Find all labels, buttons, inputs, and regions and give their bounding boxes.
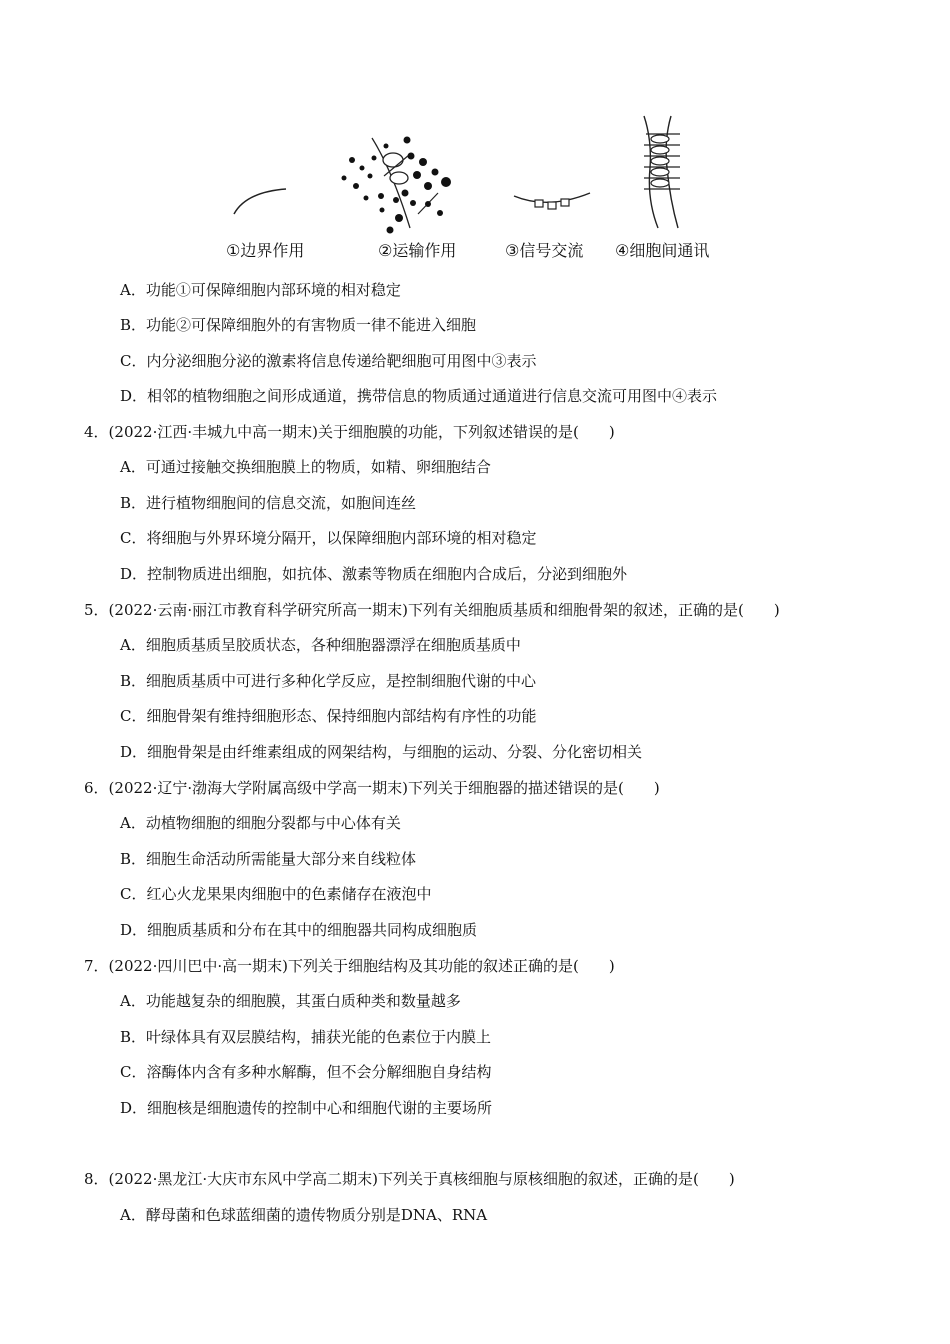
question-5-option-b: B．细胞质基质中可进行多种化学反应，是控制细胞代谢的中心: [120, 672, 537, 690]
question-4-stem: 4．(2022·江西·丰城九中高一期末)关于细胞膜的功能，下列叙述错误的是( ): [84, 423, 615, 441]
question-5-option-c: C．细胞骨架有维持细胞形态、保持细胞内部结构有序性的功能: [120, 707, 537, 725]
question-8-option-a: A．酵母菌和色球蓝细菌的遗传物质分别是DNA、RNA: [120, 1206, 488, 1224]
question-7-option-c: C．溶酶体内含有多种水解酶，但不会分解细胞自身结构: [120, 1063, 492, 1081]
question-6-option-a: A．动植物细胞的细胞分裂都与中心体有关: [120, 814, 401, 832]
question-8-stem: 8．(2022·黑龙江·大庆市东风中学高二期末)下列关于真核细胞与原核细胞的叙述，正确的是( ): [84, 1170, 735, 1188]
question-4-option-d: D．控制物质进出细胞，如抗体、激素等物质在细胞内合成后，分泌到细胞外: [120, 565, 628, 583]
figure-label-transport: ②运输作用: [378, 241, 457, 260]
question-7-option-d: D．细胞核是细胞遗传的控制中心和细胞代谢的主要场所: [120, 1099, 493, 1117]
question-4-option-b: B．进行植物细胞间的信息交流，如胞间连丝: [120, 494, 417, 512]
question-7-stem: 7．(2022·四川巴中·高一期末)下列关于细胞结构及其功能的叙述正确的是( ): [84, 957, 615, 975]
question-5-option-d: D．细胞骨架是由纤维素组成的网架结构，与细胞的运动、分裂、分化密切相关: [120, 743, 643, 761]
figure-label-boundary: ①边界作用: [226, 241, 305, 260]
membrane-diagrams: [0, 0, 950, 240]
prev-option-c: C．内分泌细胞分泌的激素将信息传递给靶细胞可用图中③表示: [120, 352, 537, 370]
figure-label-communication: ④细胞间通讯: [615, 241, 710, 260]
prev-option-b: B．功能②可保障细胞外的有害物质一律不能进入细胞: [120, 316, 477, 334]
question-4-option-c: C．将细胞与外界环境分隔开，以保障细胞内部环境的相对稳定: [120, 529, 537, 547]
question-6-option-d: D．细胞质基质和分布在其中的细胞器共同构成细胞质: [120, 921, 478, 939]
question-5-stem: 5．(2022·云南·丽江市教育科学研究所高一期末)下列有关细胞质基质和细胞骨架的叙述，正确的是( ): [84, 601, 780, 619]
question-5-option-a: A．细胞质基质呈胶质状态，各种细胞器漂浮在细胞质基质中: [120, 636, 521, 654]
question-6-option-b: B．细胞生命活动所需能量大部分来自线粒体: [120, 850, 417, 868]
question-7-option-b: B．叶绿体具有双层膜结构，捕获光能的色素位于内膜上: [120, 1028, 492, 1046]
cell-communication-diagram: [644, 116, 680, 228]
transport-diagram: [342, 137, 452, 234]
figure-label-signal: ③信号交流: [505, 241, 584, 260]
question-6-stem: 6．(2022·辽宁·渤海大学附属高级中学高一期末)下列关于细胞器的描述错误的是( ): [84, 779, 660, 797]
question-7-option-a: A．功能越复杂的细胞膜，其蛋白质种类和数量越多: [120, 992, 461, 1010]
boundary-membrane-arc: [234, 189, 286, 214]
prev-option-d: D．相邻的植物细胞之间形成通道，携带信息的物质通过通道进行信息交流可用图中④表示: [120, 387, 718, 405]
prev-option-a: A．功能①可保障细胞内部环境的相对稳定: [120, 281, 401, 299]
membrane-function-figure: [0, 0, 950, 275]
signal-diagram: [514, 193, 590, 209]
question-6-option-c: C．红心火龙果果肉细胞中的色素储存在液泡中: [120, 885, 432, 903]
question-4-option-a: A．可通过接触交换细胞膜上的物质，如精、卵细胞结合: [120, 458, 491, 476]
